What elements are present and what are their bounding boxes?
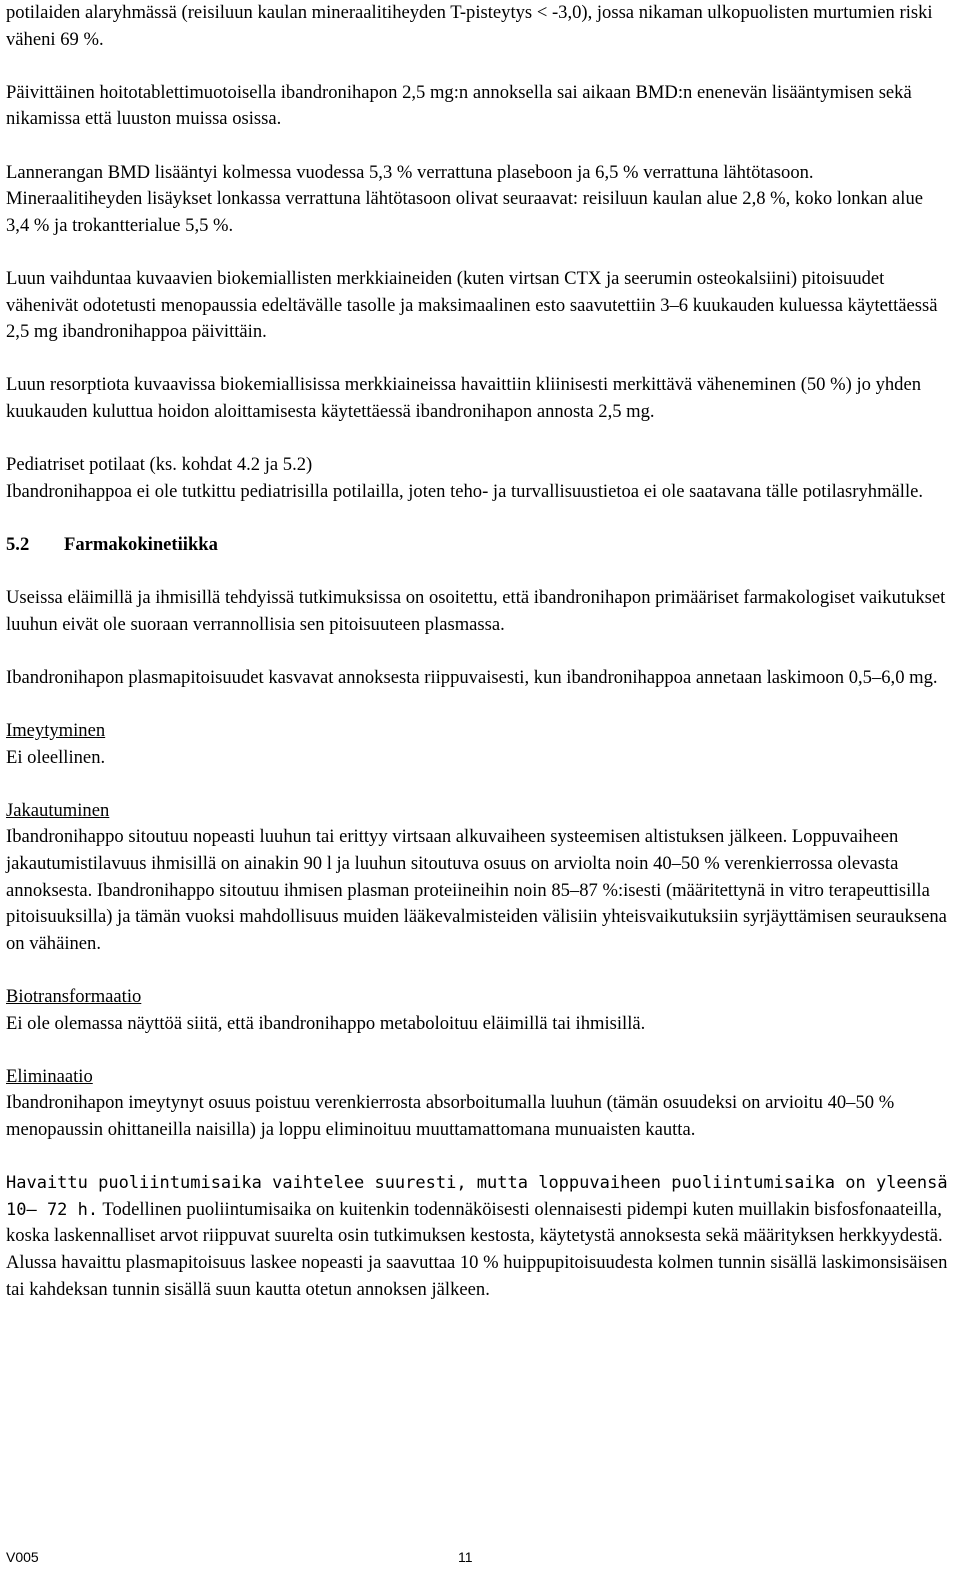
halflife-paragraph xyxy=(6,1170,950,1303)
section-title: Farmakokinetiikka xyxy=(64,533,218,555)
absorption-text: Ei oleellinen. xyxy=(6,746,106,768)
paragraph-markers: Luun vaihduntaa kuvaavien biokemiallisten merkkiaineiden (kuten virtsan CTX ja seerumin osteokalsiini) pitoisuudet vähenivät odotetusti menopaussia edeltävälle tasolle ja maksimaalinen esto saavutettiin 3–6 kuukauden kuluessa käytettäessä 2,5 mg ibandronihappoa päivittäin. xyxy=(6,267,938,343)
paragraph-bmd-increase: Lannerangan BMD lisääntyi kolmessa vuodessa 5,3 % verrattuna plaseboon ja 6,5 % verrattuna lähtötasoon. Mineraalitiheyden lisäykset lonkassa verrattuna lähtötasoon olivat seuraavat: reisiluun kaulan alue 2,8 %, koko lonkan alue 3,4 % ja trokantterialue 5,5 %. xyxy=(6,161,924,236)
elimination-text: Ibandronihapon imeytynyt osuus poistuu verenkierrosta absorboitumalla luuhun (tämän osuudeksi on arvioitu 40–50 % menopaussin ohittaneilla naisilla) ja loppu eliminoituu muuttamattomana munuaisten kautta. xyxy=(6,1092,895,1140)
pk-paragraph-2: Ibandronihapon plasmapitoisuudet kasvavat annoksesta riippuvaisesti, kun ibandronihappoa annetaan laskimoon 0,5–6,0 mg. xyxy=(6,666,938,688)
section-number: 5.2 xyxy=(6,533,30,555)
distribution-section xyxy=(6,798,950,958)
pediatric-heading: Pediatriset potilaat (ks. kohdat 4.2 ja 5.2) xyxy=(6,454,313,476)
absorption-heading: Imeytyminen xyxy=(6,720,106,742)
biotransformation-text: Ei ole olemassa näyttöä siitä, että ibandronihappo metaboloituu eläimillä tai ihmisillä. xyxy=(6,1012,646,1034)
biotransformation-section xyxy=(6,984,950,1037)
elimination-section xyxy=(6,1064,950,1144)
pediatric-section xyxy=(6,452,950,505)
pediatric-text: Ibandronihappoa ei ole tutkittu pediatrisilla potilailla, joten teho- ja turvallisuustietoa ei ole saatavana tälle potilasryhmälle. xyxy=(6,480,924,502)
footer-page-number: 11 xyxy=(458,1549,473,1565)
footer-version: V005 xyxy=(6,1549,39,1565)
distribution-heading: Jakautuminen xyxy=(6,799,110,821)
biotransformation-heading: Biotransformaatio xyxy=(6,985,142,1007)
paragraph-resorption: Luun resorptiota kuvaavissa biokemiallisissa merkkiaineissa havaittiin kliinisesti merkittävä väheneminen (50 %) jo yhden kuukauden kuluttua hoidon aloittamisesta käytettäessä ibandronihapon annosta 2,5 mg. xyxy=(6,374,922,422)
absorption-section xyxy=(6,718,950,771)
pk-paragraph-1: Useissa eläimillä ja ihmisillä tehdyissä tutkimuksissa on osoitettu, että ibandronihapon primääriset farmakologiset vaikutukset luuhun eivät ole suoraan verrannollisia sen pitoisuuteen plasmassa. xyxy=(6,587,946,635)
document-body xyxy=(6,0,950,1303)
elimination-heading: Eliminaatio xyxy=(6,1065,93,1087)
paragraph-daily-dosing: Päivittäinen hoitotablettimuotoisella ibandronihapon 2,5 mg:n annoksella sai aikaan BMD:n enenevän lisääntymisen sekä nikamissa että luuston muissa osissa. xyxy=(6,81,912,130)
halflife-rest-text: Todellinen puoliintumisaika on kuitenkin todennäköisesti olennaisesti pidempi kuten muillakin bisfosfonaateilla, koska laskennalliset arvot riippuvat suurelta osin tutkimuksen kestosta, käytetystä annoksesta sekä määrityksen herkkyydestä. Alussa havaittu plasmapitoisuus laskee nopeasti ja saavuttaa 10 % huippupitoisuudesta kolmen tunnin sisällä laskimonsisäisen tai kahdeksan tunnin sisällä suun kautta otetun annoksen jälkeen. xyxy=(6,1198,948,1300)
section-heading xyxy=(6,532,950,559)
halflife-mono-text: Havaittu puoliintumisaika vaihtelee suuresti, mutta loppuvaiheen puoliintumisaika on yleensä 10– 72 h. xyxy=(6,1173,948,1220)
distribution-text: Ibandronihappo sitoutuu nopeasti luuhun tai erittyy virtsaan alkuvaiheen systeemisen altistuksen jälkeen. Loppuvaiheen jakautumistilavuus ihmisillä on ainakin 90 l ja luuhun sitoutuva osuus on arviolta noin 40–50 % verenkierrossa olevasta annoksesta. Ibandronihappo sitoutuu ihmisen plasman proteiineihin noin 85–87 %:isesti (määritettynä in vitro terapeuttisilla pitoisuuksilla) ja tämän vuoksi mahdollisuus muiden lääkevalmisteiden välisiin yhteisvaikutuksiin syrjäyttämisen seurauksena on vähäinen. xyxy=(6,826,947,954)
paragraph-fracture-risk: potilaiden alaryhmässä (reisiluun kaulan mineraalitiheyden T-pisteytys < -3,0), jossa nikaman ulkopuolisten murtumien riski väheni 69 %. xyxy=(6,2,933,50)
